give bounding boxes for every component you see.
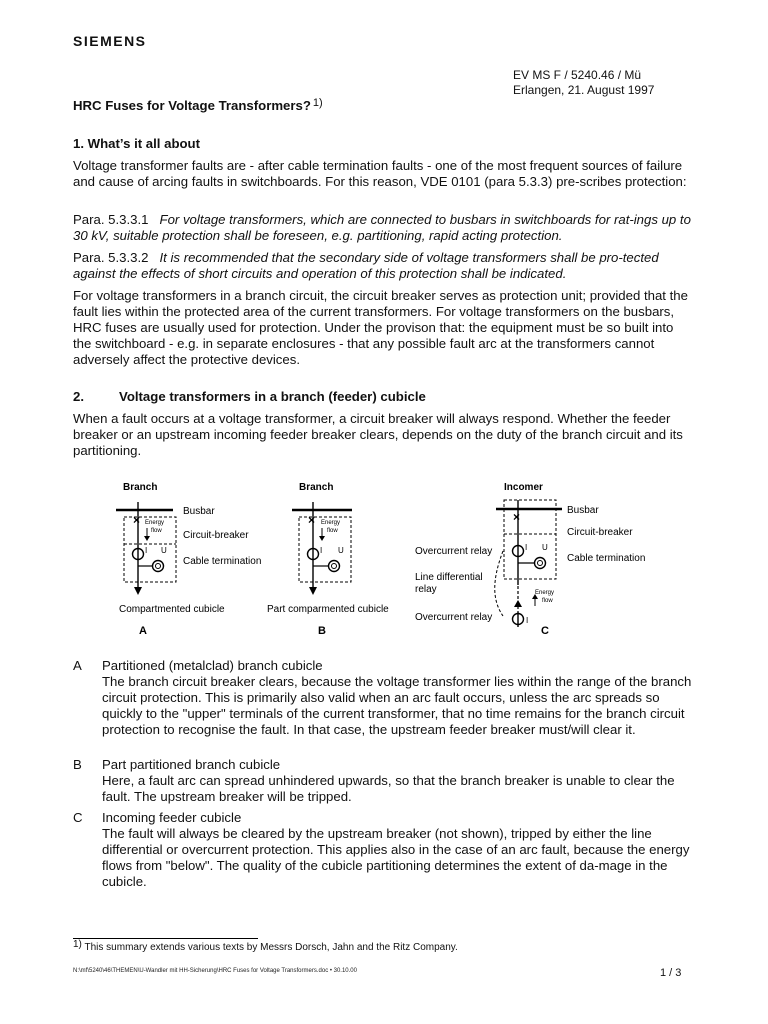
overcurrent-relay-label-bottom: Overcurrent relay (415, 612, 493, 623)
title-text: HRC Fuses for Voltage Transformers? (73, 98, 311, 113)
compartment-a (124, 517, 176, 582)
incomer-label: Incomer (504, 482, 543, 493)
flow-label-a: flow (151, 528, 162, 534)
section2-heading (73, 389, 426, 404)
footnote (73, 939, 458, 953)
page-number: 1 / 3 (660, 967, 682, 979)
cable-termination-label-c: Cable termination (567, 553, 646, 564)
letter-b: B (318, 625, 326, 637)
item-a-letter: A (73, 658, 82, 673)
footnote-text: This summary extends various texts by Messrs Dorsch, Jahn and the Ritz Company. (84, 942, 458, 953)
energy-arrowhead-a (144, 536, 150, 541)
cable-termination-label-a: Cable termination (183, 556, 262, 567)
document-reference: EV MS F / 5240.46 / Mü (513, 68, 642, 82)
cubicle-diagram (73, 476, 695, 641)
incoming-ct-i-label: I (526, 616, 529, 625)
item-a-title: Partitioned (metalclad) branch cubicle (102, 658, 323, 673)
footnote-mark: 1) (73, 939, 82, 950)
para1-number: Para. 5.3.3.1 (73, 212, 149, 227)
cubicle-a (116, 482, 261, 637)
ct-i-label-b: I (320, 546, 323, 555)
ct-i-label-c: I (525, 543, 528, 552)
section1-heading: 1. What’s it all about (73, 136, 201, 151)
vt-symbol-c (535, 558, 546, 569)
item-c-text: The fault will always be cleared by the upstream breaker (not shown), tripped by either the line differential or overcurrent protection. This applies also in the case of an arc fault, because the energy flows from "below". The quality of the cubicle partitioning determines the extent of da-mage in the cubicle. (102, 826, 690, 889)
file-path: N:\mf\5240\46\THEMEN\U-Wandler mit HH-Sicherung\HRC Fuses for Voltage Transformers.doc • 30.10.00 (73, 968, 357, 974)
company-logo: SIEMENS (73, 33, 147, 49)
item-c (102, 810, 694, 890)
energy-label-b: Energy (321, 520, 341, 526)
vt-u-label-c: U (542, 543, 548, 552)
cable-arrow-a (134, 587, 142, 595)
energy-arrowhead-b (319, 536, 325, 541)
page-title (73, 97, 323, 113)
part-compartmented-label: Part comparmented cubicle (267, 604, 389, 615)
overcurrent-relay-label-top: Overcurrent relay (415, 546, 493, 557)
item-b (102, 757, 694, 805)
section1-intro: Voltage transformer faults are - after cable termination faults - one of the most frequent sources of failure and cause of arcing faults in switchboards. For this reason, VDE 0101 (para 5.3.3) pre-scribes protection: (73, 158, 687, 189)
breaker-symbol-b: × (308, 513, 316, 527)
item-b-letter: B (73, 757, 82, 772)
incoming-arrow-c (514, 600, 522, 607)
vt-symbol-a (153, 561, 164, 572)
item-b-title: Part partitioned branch cubicle (102, 757, 281, 772)
line-diff-label-2: relay (415, 584, 437, 595)
item-b-text: Here, a fault arc can spread unhindered upwards, so that the branch breaker is unable to clear the fault. The upstream breaker will be tripped. (102, 773, 675, 804)
vt-inner-b (332, 564, 337, 569)
flow-label-c: flow (542, 598, 553, 604)
breaker-symbol-a: × (133, 513, 141, 527)
breaker-label-c: Circuit-breaker (567, 527, 633, 538)
busbar-label-a: Busbar (183, 506, 215, 517)
breaker-label-a: Circuit-breaker (183, 530, 249, 541)
section1-body: For voltage transformers in a branch circuit, the circuit breaker serves as protection unit; provided that the fault lies within the protected area of the current transformers. For voltage transformers on the busbars, HRC fuses are usually used for protection. Under the provison that: the equipment must be so built into the switchboard - e.g. in separate enclosures - that any possible fault arc at the transformers cannot adversely affect the protective devices. (73, 288, 688, 367)
vt-inner-a (156, 564, 161, 569)
document-date: Erlangen, 21. August 1997 (513, 83, 655, 97)
title-footnote-mark: 1) (312, 97, 323, 109)
section1-para1 (73, 212, 695, 244)
energy-label-c: Energy (535, 590, 555, 596)
energy-label-a: Energy (145, 520, 165, 526)
item-a (102, 658, 694, 738)
section2-intro: When a fault occurs at a voltage transformer, a circuit breaker will always respond. Whether the feeder breaker or an upstream incoming feeder breaker clears, depends on the duty of the branch circuit and its partitioning. (73, 411, 683, 458)
cable-arrow-b (309, 587, 317, 595)
busbar-label-c: Busbar (567, 505, 599, 516)
ct-i-label-a: I (145, 546, 148, 555)
letter-a: A (139, 625, 147, 637)
item-a-text: The branch circuit breaker clears, because the voltage transformer lies within the range of the branch circuit protection. This is primarily also valid when an arc fault occurs, unless the arc spreads so quickly to the "upper" terminals of the current transformer, that no time remains for the branch circuit protection to recognise the fault. In that case, the upstream feeder breaker must/will clear it. (102, 674, 692, 737)
para1-text: For voltage transformers, which are connected to busbars in switchboards for rat-ings up to 30 kV, suitable protection shall be foreseen, e.g. partitioning, rapid acting protection. (73, 212, 691, 243)
relay-link-c (495, 551, 503, 616)
vt-symbol-b (329, 561, 340, 572)
para2-number: Para. 5.3.3.2 (73, 250, 149, 265)
vt-u-label-b: U (338, 546, 344, 555)
breaker-symbol-c: × (513, 510, 521, 524)
cubicle-b (267, 482, 389, 637)
letter-c: C (541, 625, 549, 637)
compartmented-label: Compartmented cubicle (119, 604, 225, 615)
section1-para2 (73, 250, 695, 282)
item-c-letter: C (73, 810, 83, 825)
item-c-title: Incoming feeder cubicle (102, 810, 242, 825)
cubicle-c (415, 482, 645, 637)
branch-label-b: Branch (299, 482, 334, 493)
section2-heading-text: Voltage transformers in a branch (feeder) cubicle (119, 389, 426, 404)
compartment-c (504, 500, 556, 579)
vt-u-label-a: U (161, 546, 167, 555)
flow-label-b: flow (327, 528, 338, 534)
line-diff-label-1: Line differential (415, 572, 483, 583)
branch-label-a: Branch (123, 482, 158, 493)
para2-text: It is recommended that the secondary side of voltage transformers shall be pro-tected against the effects of short circuits and operation of this protection shall be indicated. (73, 250, 659, 281)
vt-inner-c (538, 561, 543, 566)
section2-heading-number: 2. (73, 389, 84, 404)
